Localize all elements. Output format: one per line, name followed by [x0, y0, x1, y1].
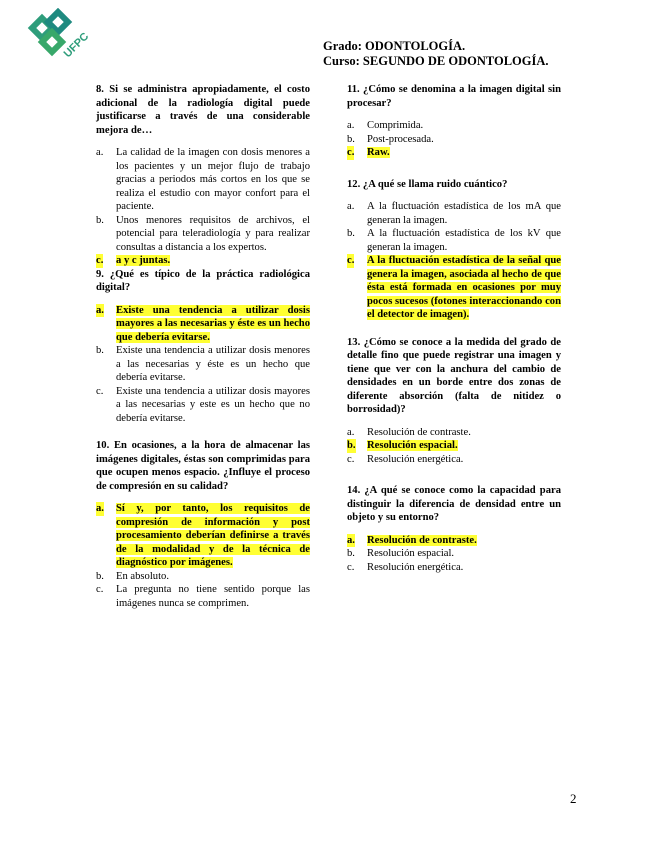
option-14a-correct: a. Resolución de contraste.: [347, 534, 477, 546]
option-10c: c. La pregunta no tiene sentido porque las imágenes nunca se comprimen.: [96, 584, 310, 609]
option-9c: c. Existe una tendencia a utilizar dosis mayores a las necesarias y este es un hecho que no debería evitarse.: [96, 385, 310, 424]
option-14b: b. Resolución espacial.: [347, 548, 455, 559]
question-11-options: [347, 119, 561, 160]
option-9a-correct: a. Existe una tendencia a utilizar dosis mayores a las necesarias y éste es un hecho que debería evitarse.: [96, 304, 310, 343]
question-9: 9. ¿Qué es típico de la práctica radiológica digital?: [96, 268, 310, 293]
question-10-options: [96, 502, 310, 610]
page-number: 2: [570, 791, 577, 806]
svg-text:UFPC: UFPC: [61, 30, 92, 61]
option-10a-correct: a. Sí y, por tanto, los requisitos de compresión de información y post procesamiento deberían definirse a través de la modalidad y de la técnica de diagnóstico por imágenes.: [96, 503, 310, 568]
document-header: [323, 39, 549, 69]
grade-label: Grado: ODONTOLOGÍA.: [323, 39, 466, 53]
option-10b: b. En absoluto.: [96, 570, 169, 582]
option-11c-correct: c. Raw.: [347, 147, 390, 158]
question-14: 14. ¿A qué se conoce como la capacidad para distinguir la diferencia de densidad entre un objeto y su entorno?: [347, 485, 561, 523]
ufpc-logo: [22, 8, 92, 70]
option-13a: a. Resolución de contraste.: [347, 426, 471, 438]
option-8b: b. Unos menores requisitos de archivos, el potencial para teleradiología y para realizar consultas a distancia a los expertos.: [96, 214, 310, 253]
question-8-options: [96, 146, 310, 268]
option-8c-correct: c. a y c juntas.: [96, 255, 171, 266]
course-label: Curso: SEGUNDO DE ODONTOLOGÍA.: [323, 54, 549, 68]
option-12a: a. A la fluctuación estadística de los mA que generan la imagen.: [347, 201, 561, 226]
option-12c-correct: c. A la fluctuación estadística de la señal que genera la imagen, asociada al hecho de que ésta está formada en ocasiones por muy pocos sucesos (fotones interaccionando con el detector de imagen).: [347, 255, 561, 320]
right-column: [347, 83, 561, 574]
option-11a: a. Comprimida.: [347, 120, 424, 131]
question-13-options: [347, 426, 561, 467]
left-column: [96, 83, 310, 610]
option-9b: b. Existe una tendencia a utilizar dosis menores a las necesarias y éste es un hecho que debería evitarse.: [96, 345, 310, 383]
option-13b-correct: b. Resolución espacial.: [347, 440, 458, 451]
question-12-options: [347, 200, 561, 322]
option-14c: c. Resolución energética.: [347, 561, 464, 573]
option-11b: b. Post-procesada.: [347, 133, 434, 145]
question-9-options: [96, 304, 310, 426]
option-13c: c. Resolución energética.: [347, 453, 464, 465]
question-14-options: [347, 534, 561, 575]
question-11: 11. ¿Cómo se denomina a la imagen digital sin procesar?: [347, 84, 561, 109]
question-8: 8. Si se administra apropiadamente, el costo adicional de la radiología digital puede justificarse a través de una considerable mejora de…: [96, 84, 310, 136]
question-10: 10. En ocasiones, a la hora de almacenar las imágenes digitales, éstas son comprimidas para que ocupen menos espacio. ¿Influye el proceso de compresión en su calidad?: [96, 440, 310, 492]
question-12: 12. ¿A qué se llama ruido cuántico?: [347, 178, 508, 190]
option-8a: a. La calidad de la imagen con dosis menores a los pacientes y un mejor flujo de trabajo gracias a periodos más cortos en los que se realiza el estudio con mayor confort para el paciente.: [96, 147, 310, 212]
question-13: 13. ¿Cómo se conoce a la medida del grado de detalle fino que puede registrar una imagen y tiene que ver con la anchura del cambio de densidades en un borde entre dos zonas de diferente absorción (falta de nitidez o borrosidad)?: [347, 336, 561, 415]
option-12b: b. A la fluctuación estadística de los kV que generan la imagen.: [347, 228, 561, 253]
